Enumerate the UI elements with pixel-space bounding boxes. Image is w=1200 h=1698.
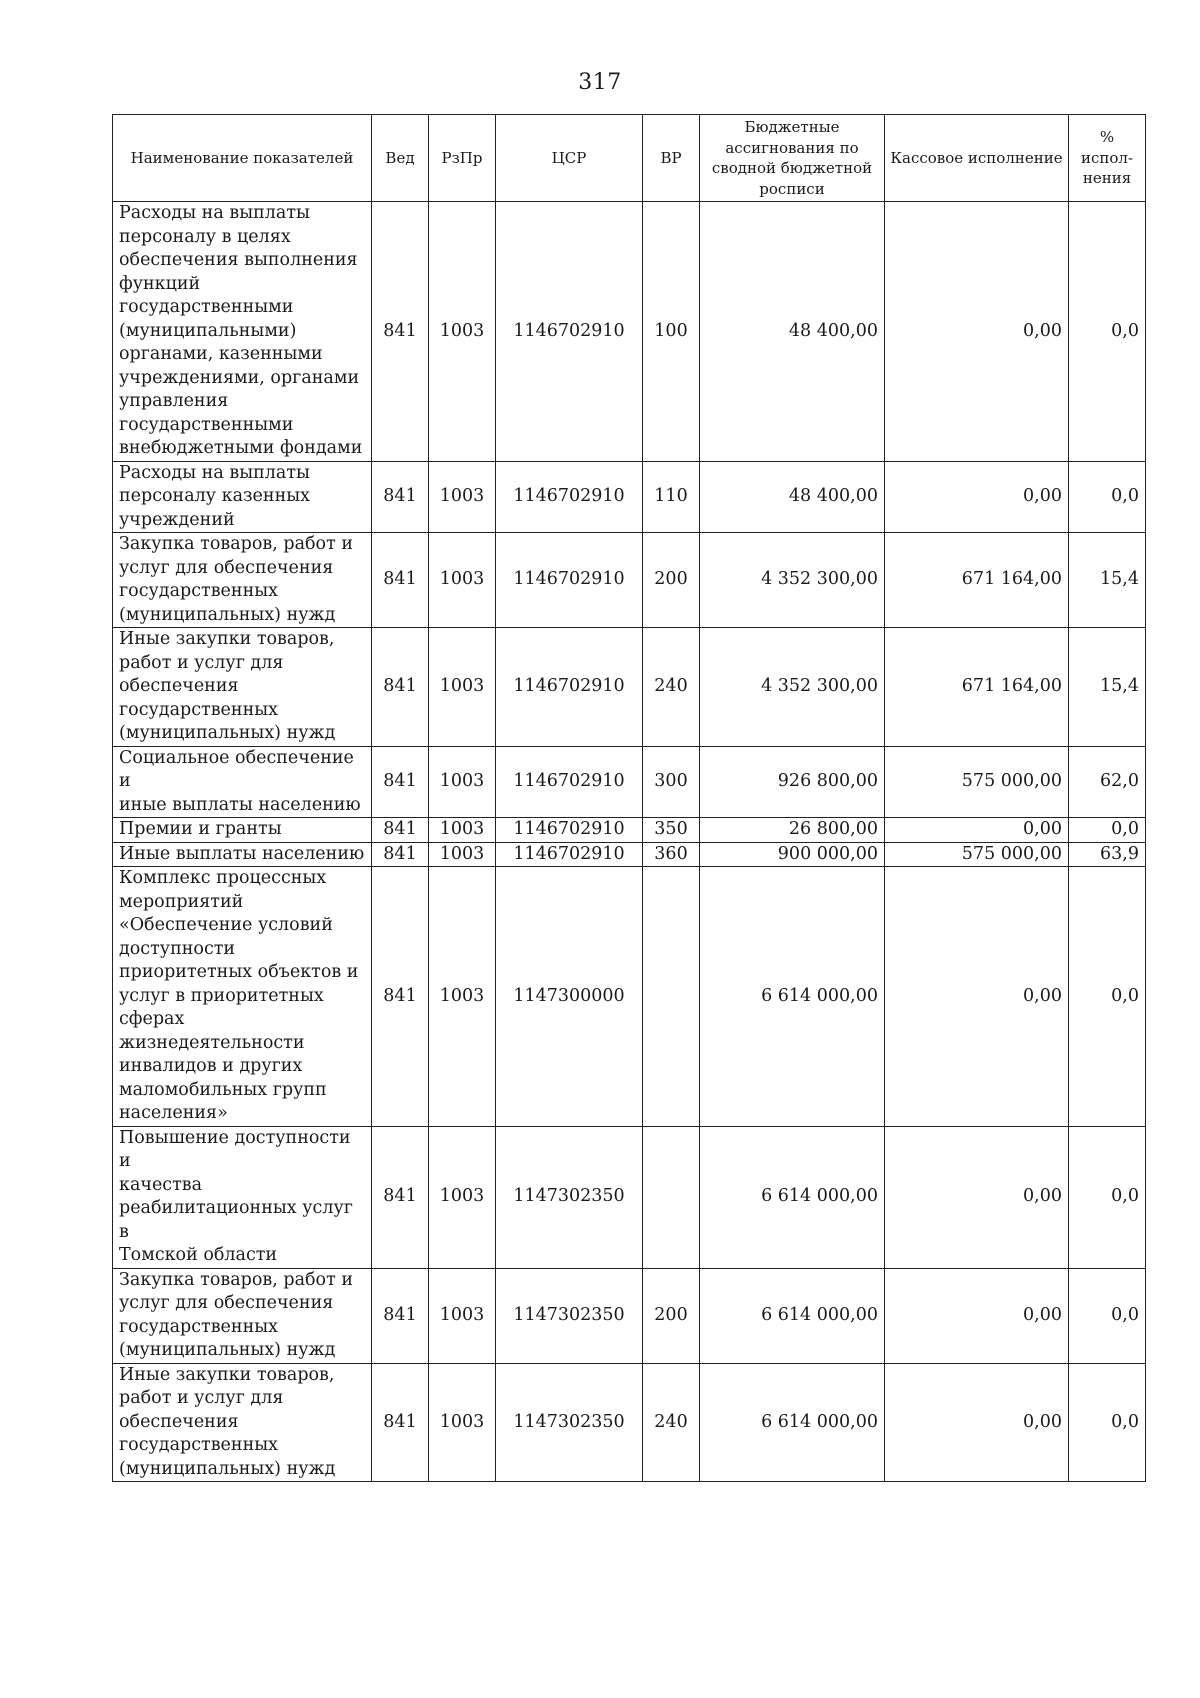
table-row [113, 1268, 1146, 1363]
indicator-name-cell [113, 461, 372, 533]
indicator-name-cell [113, 202, 372, 462]
vr-cell: 240 [643, 628, 700, 747]
rzpr-cell: 1003 [429, 1126, 496, 1268]
csr-cell: 1146702910 [496, 746, 643, 818]
budget-table [112, 114, 1146, 1482]
assignment-cell: 26 800,00 [700, 818, 885, 843]
assignment-cell: 48 400,00 [700, 461, 885, 533]
table-row [113, 818, 1146, 843]
table-row [113, 867, 1146, 1127]
column-header-ved: Вед [372, 115, 429, 202]
vr-cell: 100 [643, 202, 700, 462]
indicator-name-cell [113, 628, 372, 747]
table-row [113, 202, 1146, 462]
indicator-name-line: (муниципальных) нужд [119, 1458, 336, 1479]
csr-cell: 1147302350 [496, 1126, 643, 1268]
indicator-name-line: «Обеспечение условий [119, 915, 333, 935]
rzpr-cell: 1003 [429, 533, 496, 628]
execution-cell: 671 164,00 [885, 533, 1069, 628]
indicator-name-line: (муниципальных) нужд [119, 1340, 336, 1360]
table-row [113, 628, 1146, 747]
column-header-assignments: Бюджетные ассигнования по сводной бюджетной росписи [700, 115, 885, 202]
table-header-row [113, 115, 1146, 202]
ved-cell: 841 [372, 867, 429, 1127]
ved-cell: 841 [372, 628, 429, 747]
indicator-name-line: реабилитационных услуг в [119, 1198, 353, 1242]
ved-cell: 841 [372, 461, 429, 533]
indicator-name-line: обеспечения [119, 1411, 239, 1432]
percent-cell: 0,0 [1069, 1268, 1146, 1363]
indicator-name-line: сферах жизнедеятельности [119, 1009, 305, 1053]
indicator-name-cell [113, 746, 372, 818]
assignment-cell: 900 000,00 [700, 842, 885, 867]
indicator-name-line: Повышение доступности и [119, 1127, 351, 1171]
percent-cell: 0,0 [1069, 818, 1146, 843]
vr-cell: 360 [643, 842, 700, 867]
indicator-name-line: Расходы на выплаты [119, 203, 310, 223]
assignment-cell: 6 614 000,00 [700, 867, 885, 1127]
assignment-cell: 48 400,00 [700, 202, 885, 462]
rzpr-cell: 1003 [429, 1268, 496, 1363]
execution-cell: 0,00 [885, 1363, 1069, 1482]
indicator-name-line: персоналу в целях [119, 226, 291, 247]
percent-cell: 15,4 [1069, 628, 1146, 747]
indicator-name-line: государственных [119, 1316, 279, 1337]
ved-cell: 841 [372, 202, 429, 462]
execution-cell: 671 164,00 [885, 628, 1069, 747]
ved-cell: 841 [372, 818, 429, 843]
indicator-name-line: органами, казенными [119, 344, 323, 364]
vr-cell: 240 [643, 1363, 700, 1482]
csr-cell: 1147300000 [496, 867, 643, 1127]
percent-cell: 62,0 [1069, 746, 1146, 818]
indicator-name-line: Расходы на выплаты [119, 462, 310, 483]
table-row [113, 746, 1146, 818]
indicator-name-cell [113, 818, 372, 843]
csr-cell: 1146702910 [496, 202, 643, 462]
csr-cell: 1146702910 [496, 461, 643, 533]
execution-cell: 0,00 [885, 461, 1069, 533]
csr-cell: 1147302350 [496, 1363, 643, 1482]
indicator-name-cell [113, 842, 372, 867]
vr-cell [643, 1126, 700, 1268]
execution-cell: 0,00 [885, 1126, 1069, 1268]
indicator-name-line: обеспечения [119, 676, 239, 696]
percent-cell: 0,0 [1069, 1363, 1146, 1482]
indicator-name-line: Премии и гранты [119, 819, 282, 839]
rzpr-cell: 1003 [429, 746, 496, 818]
rzpr-cell: 1003 [429, 461, 496, 533]
column-header-execution: Кассовое исполнение [885, 115, 1069, 202]
indicator-name-line: Закупка товаров, работ и [119, 534, 354, 554]
execution-cell: 575 000,00 [885, 842, 1069, 867]
table-body [113, 202, 1146, 1482]
indicator-name-line: доступности [119, 938, 236, 959]
percent-cell: 0,0 [1069, 202, 1146, 462]
table-row [113, 1126, 1146, 1268]
indicator-name-line: Социальное обеспечение и [119, 747, 354, 791]
column-header-rzpr: РзПр [429, 115, 496, 202]
indicator-name-line: Комплекс процессных [119, 868, 327, 888]
csr-cell: 1147302350 [496, 1268, 643, 1363]
csr-cell: 1146702910 [496, 818, 643, 843]
csr-cell: 1146702910 [496, 628, 643, 747]
indicator-name-line: работ и услуг для [119, 652, 284, 673]
table-row [113, 533, 1146, 628]
percent-cell: 63,9 [1069, 842, 1146, 867]
indicator-name-line: государственных [119, 699, 279, 720]
percent-cell: 0,0 [1069, 1126, 1146, 1268]
percent-cell: 0,0 [1069, 867, 1146, 1127]
indicator-name-cell [113, 1126, 372, 1268]
vr-cell: 350 [643, 818, 700, 843]
table-row [113, 842, 1146, 867]
ved-cell: 841 [372, 746, 429, 818]
indicator-name-line: услуг для обеспечения [119, 1293, 334, 1313]
rzpr-cell: 1003 [429, 842, 496, 867]
indicator-name-line: услуг для обеспечения [119, 557, 334, 578]
percent-cell: 0,0 [1069, 461, 1146, 533]
assignment-cell: 6 614 000,00 [700, 1126, 885, 1268]
assignment-cell: 4 352 300,00 [700, 628, 885, 747]
ved-cell: 841 [372, 533, 429, 628]
execution-cell: 0,00 [885, 818, 1069, 843]
indicator-name-cell [113, 1268, 372, 1363]
indicator-name-cell [113, 533, 372, 628]
indicator-name-line: государственными [119, 414, 294, 435]
indicator-name-line: иные выплаты населению [119, 794, 361, 815]
rzpr-cell: 1003 [429, 867, 496, 1127]
column-header-csr: ЦСР [496, 115, 643, 202]
ved-cell: 841 [372, 1268, 429, 1363]
indicator-name-line: внебюджетными фондами [119, 438, 363, 458]
indicator-name-line: (муниципальными) [119, 320, 297, 341]
rzpr-cell: 1003 [429, 1363, 496, 1482]
rzpr-cell: 1003 [429, 202, 496, 462]
page-number: 317 [578, 70, 622, 95]
rzpr-cell: 1003 [429, 818, 496, 843]
indicator-name-line: качества [119, 1174, 203, 1195]
indicator-name-line: государственных [119, 581, 279, 601]
indicator-name-line: управления [119, 391, 229, 411]
rzpr-cell: 1003 [429, 628, 496, 747]
column-header-vr: ВР [643, 115, 700, 202]
csr-cell: 1146702910 [496, 533, 643, 628]
indicator-name-line: персоналу казенных [119, 486, 311, 506]
indicator-name-line: маломобильных групп [119, 1079, 327, 1100]
indicator-name-line: государственными [119, 297, 294, 317]
indicator-name-line: услуг в приоритетных [119, 985, 324, 1006]
indicator-name-line: (муниципальных) нужд [119, 723, 336, 743]
indicator-name-cell [113, 1363, 372, 1482]
assignment-cell: 6 614 000,00 [700, 1268, 885, 1363]
ved-cell: 841 [372, 1126, 429, 1268]
vr-cell: 200 [643, 533, 700, 628]
vr-cell: 110 [643, 461, 700, 533]
execution-cell: 0,00 [885, 1268, 1069, 1363]
indicator-name-line: учреждений [119, 509, 235, 530]
indicator-name-line: Закупка товаров, работ и [119, 1269, 354, 1290]
ved-cell: 841 [372, 1363, 429, 1482]
indicator-name-line: Иные выплаты населению [119, 843, 365, 864]
indicator-name-line: работ и услуг для [119, 1388, 284, 1408]
table-row [113, 1363, 1146, 1482]
percent-cell: 15,4 [1069, 533, 1146, 628]
indicator-name-cell [113, 867, 372, 1127]
indicator-name-line: инвалидов и других [119, 1056, 303, 1076]
ved-cell: 841 [372, 842, 429, 867]
indicator-name-line: функций [119, 273, 201, 294]
indicator-name-line: населения» [119, 1103, 228, 1123]
indicator-name-line: Иные закупки товаров, [119, 1364, 335, 1385]
table-row [113, 461, 1146, 533]
indicator-name-line: учреждениями, органами [119, 367, 360, 388]
vr-cell [643, 867, 700, 1127]
column-header-percent: % испол-нения [1069, 115, 1146, 202]
indicator-name-line: (муниципальных) нужд [119, 604, 336, 625]
indicator-name-line: Иные закупки товаров, [119, 629, 335, 649]
execution-cell: 0,00 [885, 867, 1069, 1127]
indicator-name-line: Томской области [119, 1245, 278, 1265]
vr-cell: 300 [643, 746, 700, 818]
indicator-name-line: приоритетных объектов и [119, 962, 359, 982]
assignment-cell: 6 614 000,00 [700, 1363, 885, 1482]
execution-cell: 575 000,00 [885, 746, 1069, 818]
indicator-name-line: мероприятий [119, 891, 244, 912]
assignment-cell: 4 352 300,00 [700, 533, 885, 628]
indicator-name-line: обеспечения выполнения [119, 250, 358, 270]
column-header-name: Наименование показателей [113, 115, 372, 202]
indicator-name-line: государственных [119, 1435, 279, 1455]
execution-cell: 0,00 [885, 202, 1069, 462]
csr-cell: 1146702910 [496, 842, 643, 867]
assignment-cell: 926 800,00 [700, 746, 885, 818]
vr-cell: 200 [643, 1268, 700, 1363]
